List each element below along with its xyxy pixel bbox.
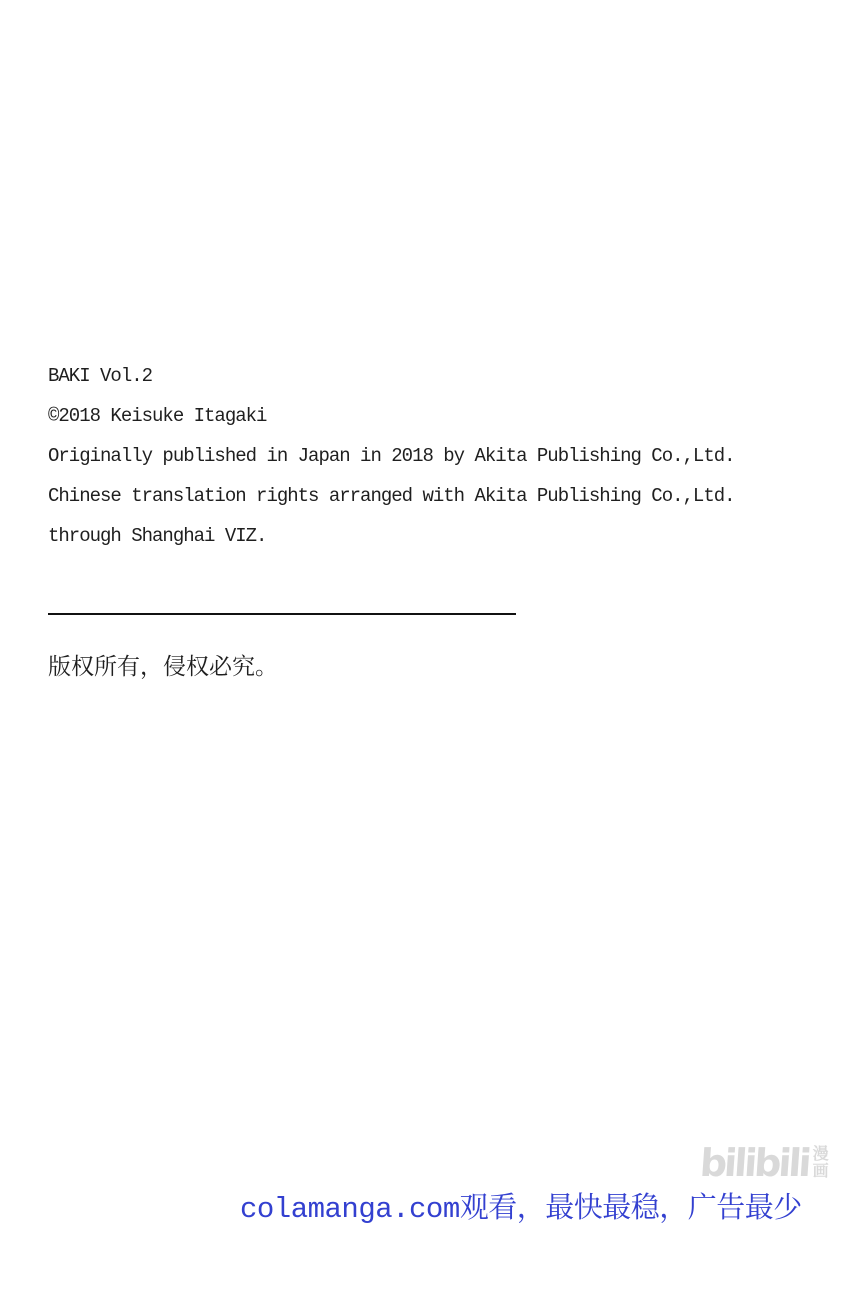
copyright-line-title: BAKI Vol.2 [48, 365, 153, 387]
copyright-line-publisher: Originally published in Japan in 2018 by Akita Publishing Co.,Ltd. [48, 445, 735, 467]
bilibili-manga-watermark [698, 1126, 830, 1185]
rights-notice-text: 版权所有，侵权必究。 [48, 654, 278, 679]
copyright-line-author: ©2018 Keisuke Itagaki [48, 405, 267, 427]
manga-char-bottom: 画 [812, 1163, 829, 1180]
manga-label [813, 1146, 829, 1182]
copyright-line-translation-rights: Chinese translation rights arranged with Akita Publishing Co.,Ltd. [48, 485, 735, 507]
copyright-line-agent: through Shanghai VIZ. [48, 525, 267, 547]
footer-promo-text: colamanga.com观看，最快最稳，广告最少 [240, 1193, 802, 1226]
divider-rule [48, 613, 516, 615]
bilibili-logo-text: bilibili [698, 1141, 811, 1185]
copyright-block [48, 356, 735, 556]
manga-char-top: 漫 [812, 1146, 829, 1163]
